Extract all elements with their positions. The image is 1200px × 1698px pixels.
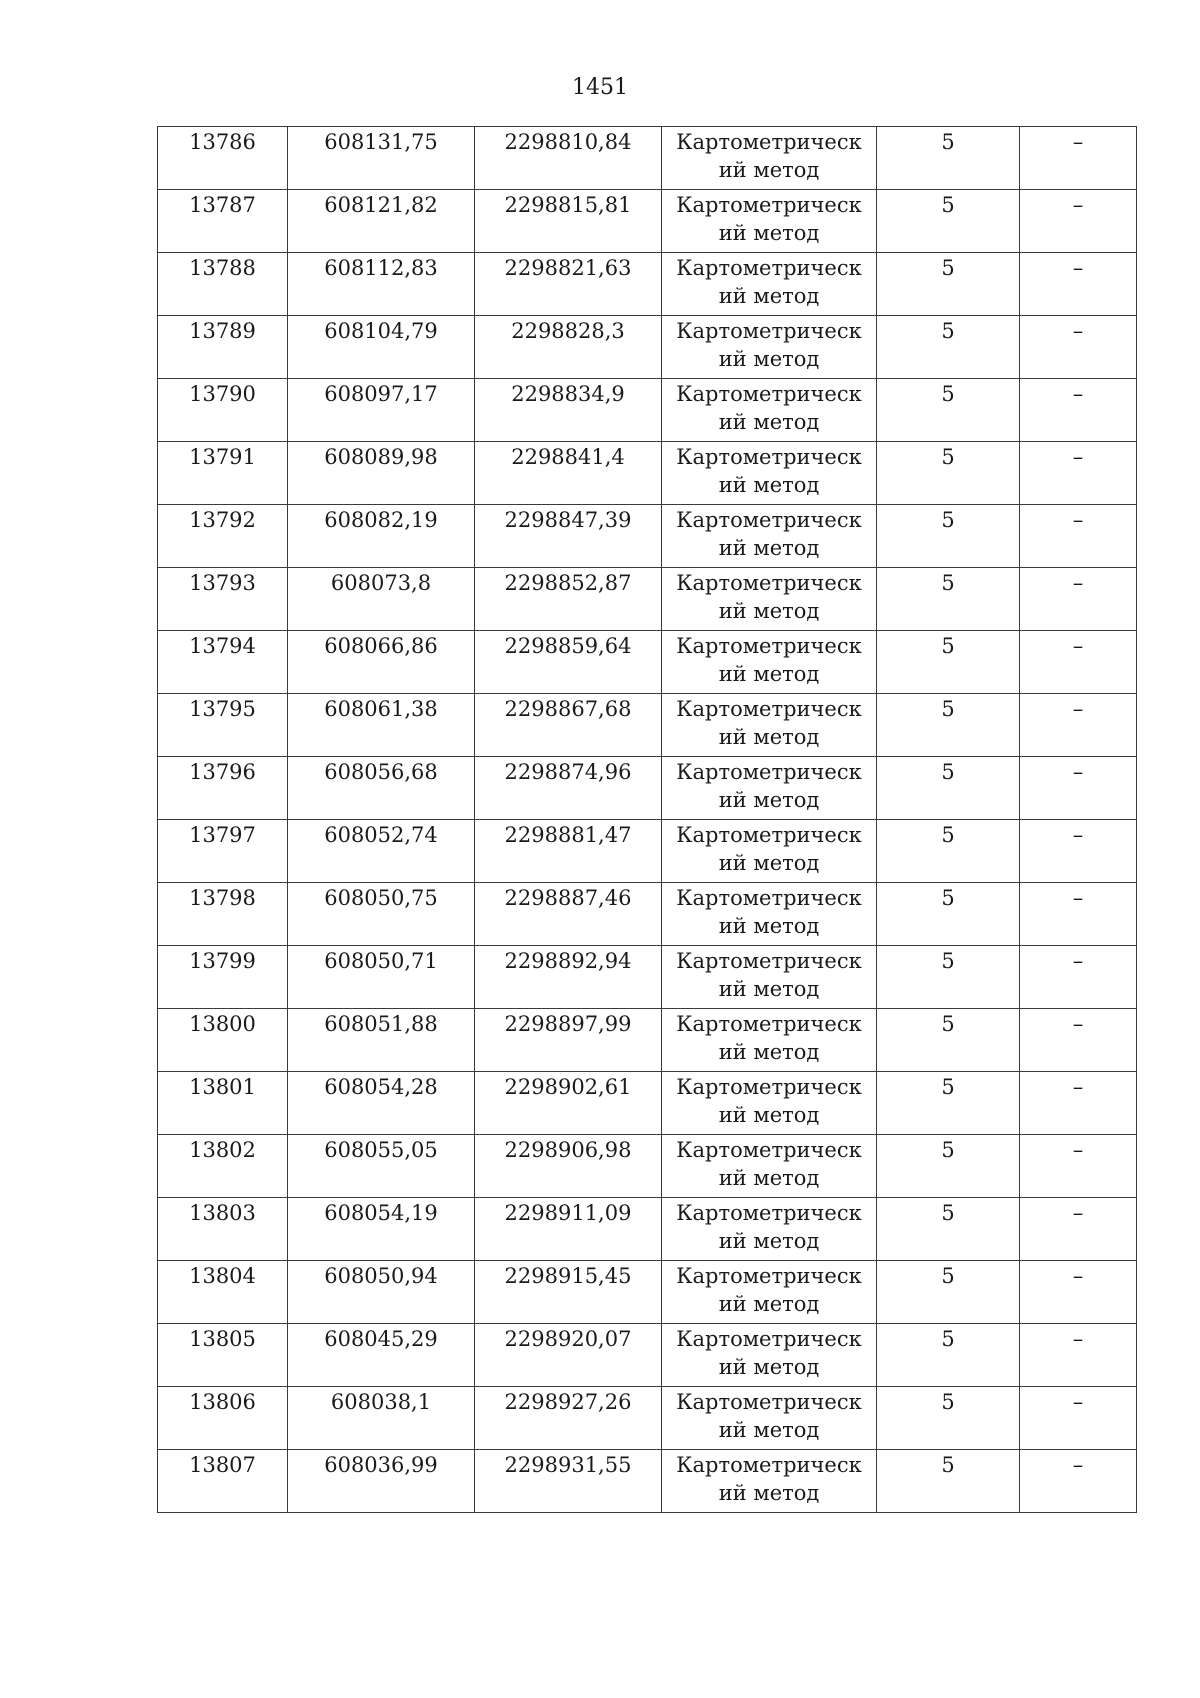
point-number-text: 13807 [189, 1453, 256, 1477]
x-coordinate-text: 608066,86 [324, 634, 438, 658]
point-number-cell [158, 631, 288, 694]
method-text: Картометрический метод [676, 319, 862, 371]
description-cell [1020, 190, 1137, 253]
table-row [158, 1450, 1137, 1513]
x-coordinate-text: 608089,98 [324, 445, 438, 469]
y-coordinate-text: 2298906,98 [504, 1138, 632, 1162]
description-text: – [1072, 634, 1084, 658]
method-text: Картометрический метод [676, 634, 862, 686]
accuracy-cell [877, 1009, 1020, 1072]
y-coordinate-text: 2298911,09 [504, 1201, 632, 1225]
description-text: – [1072, 886, 1084, 910]
y-coordinate-cell [475, 1261, 662, 1324]
description-text: – [1072, 193, 1084, 217]
method-cell [662, 1135, 877, 1198]
description-cell [1020, 316, 1137, 379]
method-cell [662, 1072, 877, 1135]
point-number-text: 13800 [189, 1012, 256, 1036]
x-coordinate-cell [288, 1324, 475, 1387]
point-number-cell [158, 379, 288, 442]
method-cell [662, 1198, 877, 1261]
method-cell [662, 1387, 877, 1450]
accuracy-cell [877, 442, 1020, 505]
table-row [158, 694, 1137, 757]
description-cell [1020, 1072, 1137, 1135]
method-cell [662, 379, 877, 442]
x-coordinate-cell [288, 316, 475, 379]
accuracy-text: 5 [941, 1390, 955, 1414]
method-text: Картометрический метод [676, 382, 862, 434]
accuracy-text: 5 [941, 760, 955, 784]
method-cell [662, 568, 877, 631]
x-coordinate-cell [288, 820, 475, 883]
y-coordinate-text: 2298915,45 [504, 1264, 632, 1288]
x-coordinate-text: 608056,68 [324, 760, 438, 784]
point-number-text: 13802 [189, 1138, 256, 1162]
x-coordinate-text: 608131,75 [324, 130, 438, 154]
x-coordinate-cell [288, 379, 475, 442]
x-coordinate-cell [288, 505, 475, 568]
point-number-cell [158, 442, 288, 505]
method-cell [662, 631, 877, 694]
description-text: – [1072, 571, 1084, 595]
point-number-cell [158, 568, 288, 631]
accuracy-cell [877, 883, 1020, 946]
method-cell [662, 505, 877, 568]
x-coordinate-text: 608036,99 [324, 1453, 438, 1477]
point-number-text: 13790 [189, 382, 256, 406]
point-number-cell [158, 127, 288, 190]
point-number-cell [158, 1261, 288, 1324]
method-text: Картометрический метод [676, 1201, 862, 1253]
method-text: Картометрический метод [676, 130, 862, 182]
point-number-cell [158, 316, 288, 379]
accuracy-cell [877, 379, 1020, 442]
table-row [158, 1135, 1137, 1198]
accuracy-text: 5 [941, 886, 955, 910]
y-coordinate-cell [475, 1009, 662, 1072]
accuracy-text: 5 [941, 445, 955, 469]
accuracy-cell [877, 190, 1020, 253]
table-row [158, 253, 1137, 316]
point-number-text: 13791 [189, 445, 256, 469]
y-coordinate-text: 2298887,46 [504, 886, 632, 910]
description-cell [1020, 1324, 1137, 1387]
point-number-text: 13797 [189, 823, 256, 847]
y-coordinate-cell [475, 1198, 662, 1261]
accuracy-text: 5 [941, 697, 955, 721]
point-number-text: 13792 [189, 508, 256, 532]
method-text: Картометрический метод [676, 571, 862, 623]
x-coordinate-cell [288, 1135, 475, 1198]
accuracy-text: 5 [941, 193, 955, 217]
method-text: Картометрический метод [676, 445, 862, 497]
accuracy-cell [877, 1450, 1020, 1513]
description-cell [1020, 883, 1137, 946]
table-row [158, 820, 1137, 883]
method-cell [662, 883, 877, 946]
point-number-cell [158, 253, 288, 316]
point-number-cell [158, 1009, 288, 1072]
description-text: – [1072, 1453, 1084, 1477]
description-text: – [1072, 1264, 1084, 1288]
accuracy-text: 5 [941, 1075, 955, 1099]
table-row [158, 1072, 1137, 1135]
description-cell [1020, 568, 1137, 631]
y-coordinate-cell [475, 1387, 662, 1450]
table-row [158, 442, 1137, 505]
accuracy-text: 5 [941, 1453, 955, 1477]
description-text: – [1072, 445, 1084, 469]
x-coordinate-cell [288, 190, 475, 253]
coordinates-table-body [158, 127, 1137, 1513]
point-number-text: 13795 [189, 697, 256, 721]
accuracy-text: 5 [941, 823, 955, 847]
x-coordinate-text: 608082,19 [324, 508, 438, 532]
method-text: Картометрический метод [676, 760, 862, 812]
accuracy-text: 5 [941, 382, 955, 406]
x-coordinate-text: 608112,83 [324, 256, 438, 280]
table-row [158, 127, 1137, 190]
point-number-text: 13788 [189, 256, 256, 280]
point-number-cell [158, 1324, 288, 1387]
x-coordinate-text: 608061,38 [324, 697, 438, 721]
x-coordinate-cell [288, 946, 475, 1009]
accuracy-text: 5 [941, 1264, 955, 1288]
y-coordinate-cell [475, 883, 662, 946]
method-cell [662, 316, 877, 379]
method-text: Картометрический метод [676, 886, 862, 938]
description-text: – [1072, 1138, 1084, 1162]
y-coordinate-cell [475, 631, 662, 694]
point-number-text: 13787 [189, 193, 256, 217]
description-text: – [1072, 508, 1084, 532]
method-text: Картометрический метод [676, 256, 862, 308]
description-cell [1020, 1135, 1137, 1198]
table-row [158, 1009, 1137, 1072]
method-cell [662, 442, 877, 505]
accuracy-cell [877, 820, 1020, 883]
method-text: Картометрический метод [676, 823, 862, 875]
accuracy-text: 5 [941, 1012, 955, 1036]
method-cell [662, 1261, 877, 1324]
description-cell [1020, 694, 1137, 757]
y-coordinate-cell [475, 694, 662, 757]
accuracy-cell [877, 694, 1020, 757]
x-coordinate-cell [288, 631, 475, 694]
method-cell [662, 946, 877, 1009]
x-coordinate-cell [288, 127, 475, 190]
accuracy-cell [877, 946, 1020, 1009]
x-coordinate-text: 608097,17 [324, 382, 438, 406]
x-coordinate-text: 608054,28 [324, 1075, 438, 1099]
y-coordinate-text: 2298821,63 [504, 256, 632, 280]
y-coordinate-cell [475, 505, 662, 568]
y-coordinate-text: 2298841,4 [511, 445, 625, 469]
y-coordinate-cell [475, 820, 662, 883]
table-row [158, 883, 1137, 946]
point-number-text: 13796 [189, 760, 256, 784]
method-cell [662, 1009, 877, 1072]
y-coordinate-text: 2298902,61 [504, 1075, 632, 1099]
accuracy-text: 5 [941, 949, 955, 973]
description-text: – [1072, 130, 1084, 154]
table-row [158, 1198, 1137, 1261]
description-text: – [1072, 1012, 1084, 1036]
y-coordinate-text: 2298874,96 [504, 760, 632, 784]
x-coordinate-text: 608055,05 [324, 1138, 438, 1162]
y-coordinate-text: 2298847,39 [504, 508, 632, 532]
method-text: Картометрический метод [676, 1012, 862, 1064]
x-coordinate-cell [288, 1261, 475, 1324]
accuracy-cell [877, 1261, 1020, 1324]
table-row [158, 379, 1137, 442]
accuracy-cell [877, 568, 1020, 631]
description-cell [1020, 820, 1137, 883]
point-number-text: 13805 [189, 1327, 256, 1351]
accuracy-text: 5 [941, 634, 955, 658]
y-coordinate-cell [475, 946, 662, 1009]
point-number-text: 13786 [189, 130, 256, 154]
description-cell [1020, 127, 1137, 190]
point-number-cell [158, 1198, 288, 1261]
page-number: 1451 [572, 75, 628, 100]
method-text: Картометрический метод [676, 1264, 862, 1316]
accuracy-cell [877, 631, 1020, 694]
table-row [158, 1261, 1137, 1324]
y-coordinate-text: 2298867,68 [504, 697, 632, 721]
x-coordinate-cell [288, 1387, 475, 1450]
y-coordinate-text: 2298815,81 [504, 193, 632, 217]
point-number-text: 13803 [189, 1201, 256, 1225]
method-text: Картометрический метод [676, 1390, 862, 1442]
method-text: Картометрический метод [676, 1453, 862, 1505]
x-coordinate-cell [288, 1198, 475, 1261]
x-coordinate-text: 608052,74 [324, 823, 438, 847]
point-number-cell [158, 1135, 288, 1198]
description-cell [1020, 1450, 1137, 1513]
point-number-cell [158, 1450, 288, 1513]
x-coordinate-text: 608054,19 [324, 1201, 438, 1225]
method-text: Картометрический метод [676, 508, 862, 560]
y-coordinate-cell [475, 127, 662, 190]
y-coordinate-text: 2298828,3 [511, 319, 625, 343]
description-cell [1020, 1009, 1137, 1072]
description-text: – [1072, 382, 1084, 406]
table-row [158, 190, 1137, 253]
x-coordinate-cell [288, 883, 475, 946]
method-text: Картометрический метод [676, 193, 862, 245]
x-coordinate-text: 608038,1 [330, 1390, 432, 1414]
description-cell [1020, 946, 1137, 1009]
x-coordinate-cell [288, 1450, 475, 1513]
accuracy-text: 5 [941, 1327, 955, 1351]
description-text: – [1072, 949, 1084, 973]
method-cell [662, 1450, 877, 1513]
y-coordinate-text: 2298931,55 [504, 1453, 632, 1477]
y-coordinate-text: 2298834,9 [511, 382, 625, 406]
table-row [158, 505, 1137, 568]
accuracy-text: 5 [941, 319, 955, 343]
method-cell [662, 694, 877, 757]
y-coordinate-text: 2298810,84 [504, 130, 632, 154]
y-coordinate-cell [475, 379, 662, 442]
table-row [158, 568, 1137, 631]
description-cell [1020, 631, 1137, 694]
coordinates-table [157, 126, 1137, 1513]
method-cell [662, 190, 877, 253]
method-text: Картометрический метод [676, 1075, 862, 1127]
point-number-text: 13794 [189, 634, 256, 658]
method-cell [662, 253, 877, 316]
point-number-text: 13804 [189, 1264, 256, 1288]
method-text: Картометрический метод [676, 1327, 862, 1379]
y-coordinate-text: 2298897,99 [504, 1012, 632, 1036]
point-number-cell [158, 820, 288, 883]
y-coordinate-cell [475, 757, 662, 820]
accuracy-cell [877, 1135, 1020, 1198]
description-cell [1020, 253, 1137, 316]
point-number-text: 13793 [189, 571, 256, 595]
description-cell [1020, 1198, 1137, 1261]
x-coordinate-text: 608121,82 [324, 193, 438, 217]
point-number-cell [158, 505, 288, 568]
y-coordinate-cell [475, 442, 662, 505]
accuracy-text: 5 [941, 1201, 955, 1225]
x-coordinate-text: 608104,79 [324, 319, 438, 343]
x-coordinate-text: 608050,94 [324, 1264, 438, 1288]
accuracy-text: 5 [941, 256, 955, 280]
accuracy-cell [877, 127, 1020, 190]
y-coordinate-text: 2298920,07 [504, 1327, 632, 1351]
y-coordinate-cell [475, 190, 662, 253]
point-number-cell [158, 757, 288, 820]
table-row [158, 631, 1137, 694]
point-number-text: 13798 [189, 886, 256, 910]
accuracy-cell [877, 1387, 1020, 1450]
description-text: – [1072, 1075, 1084, 1099]
accuracy-text: 5 [941, 130, 955, 154]
x-coordinate-cell [288, 1072, 475, 1135]
y-coordinate-cell [475, 568, 662, 631]
y-coordinate-cell [475, 1450, 662, 1513]
method-cell [662, 820, 877, 883]
method-text: Картометрический метод [676, 949, 862, 1001]
x-coordinate-text: 608051,88 [324, 1012, 438, 1036]
x-coordinate-cell [288, 757, 475, 820]
accuracy-text: 5 [941, 571, 955, 595]
y-coordinate-cell [475, 1135, 662, 1198]
x-coordinate-cell [288, 568, 475, 631]
point-number-cell [158, 190, 288, 253]
description-cell [1020, 379, 1137, 442]
point-number-cell [158, 946, 288, 1009]
y-coordinate-cell [475, 253, 662, 316]
x-coordinate-cell [288, 253, 475, 316]
method-cell [662, 757, 877, 820]
description-cell [1020, 442, 1137, 505]
method-text: Картометрический метод [676, 1138, 862, 1190]
point-number-text: 13806 [189, 1390, 256, 1414]
accuracy-text: 5 [941, 508, 955, 532]
description-cell [1020, 757, 1137, 820]
description-text: – [1072, 760, 1084, 784]
accuracy-cell [877, 1072, 1020, 1135]
x-coordinate-text: 608045,29 [324, 1327, 438, 1351]
y-coordinate-text: 2298892,94 [504, 949, 632, 973]
description-text: – [1072, 1390, 1084, 1414]
x-coordinate-text: 608050,75 [324, 886, 438, 910]
description-cell [1020, 505, 1137, 568]
point-number-text: 13799 [189, 949, 256, 973]
x-coordinate-text: 608050,71 [324, 949, 438, 973]
x-coordinate-text: 608073,8 [330, 571, 432, 595]
y-coordinate-text: 2298852,87 [504, 571, 632, 595]
point-number-cell [158, 694, 288, 757]
table-row [158, 757, 1137, 820]
accuracy-cell [877, 253, 1020, 316]
accuracy-text: 5 [941, 1138, 955, 1162]
x-coordinate-cell [288, 1009, 475, 1072]
description-text: – [1072, 256, 1084, 280]
accuracy-cell [877, 1324, 1020, 1387]
point-number-cell [158, 1387, 288, 1450]
description-cell [1020, 1261, 1137, 1324]
x-coordinate-cell [288, 442, 475, 505]
description-text: – [1072, 1327, 1084, 1351]
point-number-text: 13789 [189, 319, 256, 343]
description-text: – [1072, 319, 1084, 343]
accuracy-cell [877, 505, 1020, 568]
y-coordinate-text: 2298859,64 [504, 634, 632, 658]
point-number-cell [158, 1072, 288, 1135]
y-coordinate-text: 2298927,26 [504, 1390, 632, 1414]
y-coordinate-cell [475, 1324, 662, 1387]
table-row [158, 1324, 1137, 1387]
y-coordinate-cell [475, 1072, 662, 1135]
x-coordinate-cell [288, 694, 475, 757]
table-row [158, 316, 1137, 379]
accuracy-cell [877, 316, 1020, 379]
accuracy-cell [877, 757, 1020, 820]
description-cell [1020, 1387, 1137, 1450]
description-text: – [1072, 823, 1084, 847]
method-text: Картометрический метод [676, 697, 862, 749]
y-coordinate-text: 2298881,47 [504, 823, 632, 847]
table-row [158, 946, 1137, 1009]
method-cell [662, 1324, 877, 1387]
description-text: – [1072, 1201, 1084, 1225]
method-cell [662, 127, 877, 190]
table-row [158, 1387, 1137, 1450]
accuracy-cell [877, 1198, 1020, 1261]
description-text: – [1072, 697, 1084, 721]
point-number-text: 13801 [189, 1075, 256, 1099]
point-number-cell [158, 883, 288, 946]
y-coordinate-cell [475, 316, 662, 379]
